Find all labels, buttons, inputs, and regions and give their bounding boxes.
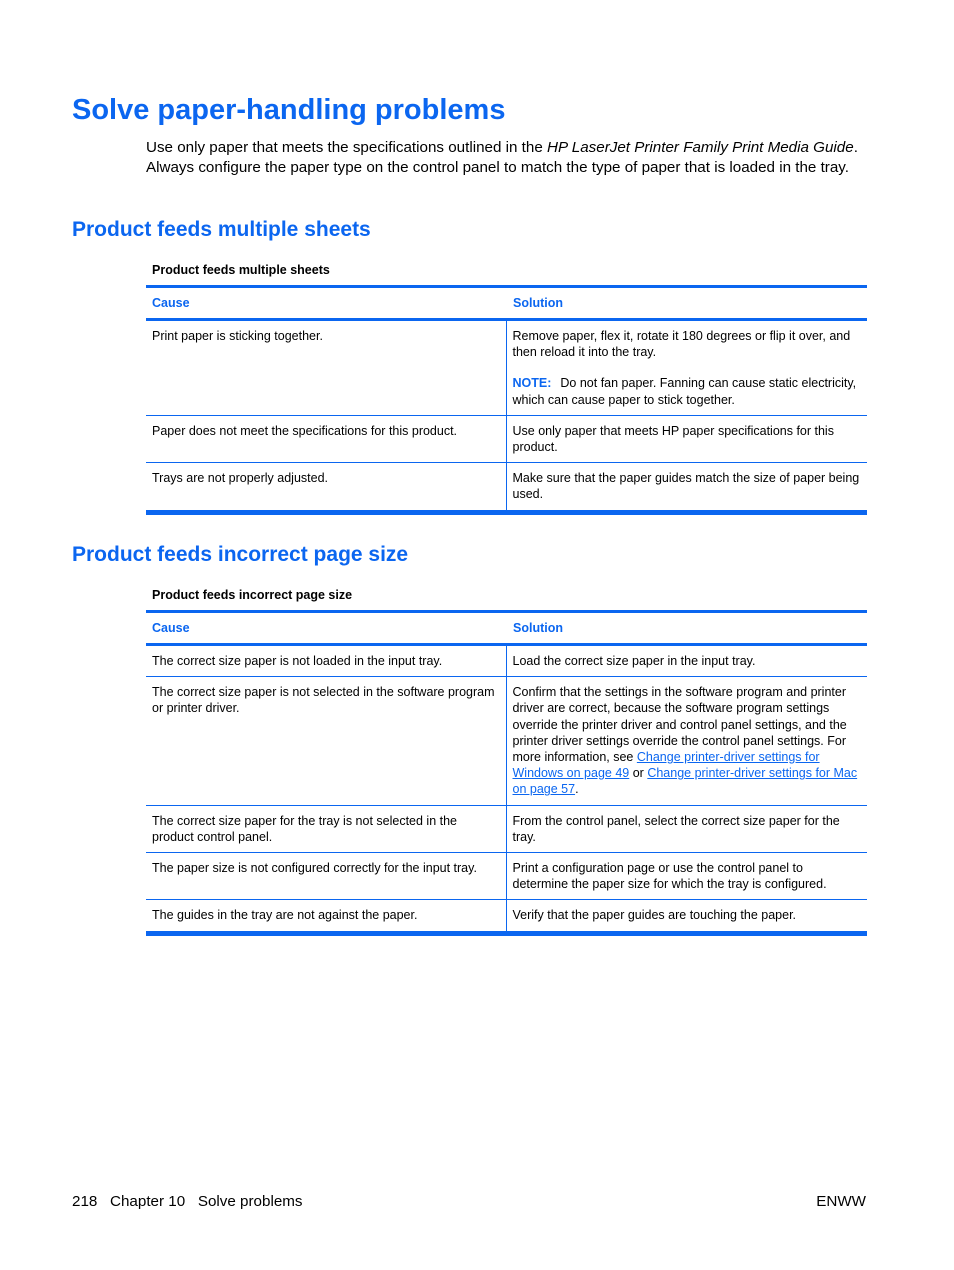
chapter-title: Solve problems: [197, 1193, 303, 1210]
cause-cell: The guides in the tray are not against the paper.: [146, 900, 506, 933]
table-row: [146, 415, 867, 462]
solution-cell: From the control panel, select the correct size paper for the tray.: [506, 805, 867, 852]
column-header-cause: Cause: [146, 612, 506, 645]
cause-cell: The correct size paper is not loaded in the input tray.: [146, 645, 506, 677]
note: [513, 375, 862, 407]
table-row: [146, 900, 867, 933]
intro-text-start: Use only paper that meets the specifications outlined in the: [146, 139, 548, 156]
column-header-solution: Solution: [506, 287, 867, 320]
cause-cell: Print paper is sticking together.: [146, 320, 506, 416]
table-row: [146, 645, 867, 677]
solution-cell: Use only paper that meets HP paper specifications for this product.: [506, 415, 867, 462]
page-number: 218: [72, 1193, 98, 1210]
cause-cell: The correct size paper is not selected in the software program or printer driver.: [146, 677, 506, 805]
intro-paragraph: [146, 138, 868, 177]
footer-page-info: [72, 1193, 303, 1210]
table-multiple-sheets: [146, 285, 867, 515]
table-row: [146, 320, 867, 416]
column-header-solution: Solution: [506, 612, 867, 645]
solution-cell: Verify that the paper guides are touching the paper.: [506, 900, 867, 933]
solution-cell: [506, 677, 867, 805]
solution-cell: Load the correct size paper in the input tray.: [506, 645, 867, 677]
table-incorrect-page-size: [146, 610, 867, 936]
solution-text-connector: or: [629, 766, 648, 781]
table-header-row: [146, 287, 867, 320]
table-caption-multiple-sheets: Product feeds multiple sheets: [152, 263, 330, 277]
link-driver-settings-windows[interactable]: Change printer-driver settings for Windows on page 49: [512, 750, 820, 781]
intro-guide-title: HP LaserJet Printer Family Print Media Guide: [547, 139, 854, 156]
note-label: NOTE:: [512, 376, 552, 391]
page-title: Solve paper-handling problems: [72, 94, 506, 126]
solution-text: Confirm that the settings in the software program and printer driver are correct, because the software program settings override the printer driver and control panel settings, and the printer driver settings override the control panel settings. For more information, see: [512, 685, 847, 765]
solution-cell: Print a configuration page or use the control panel to determine the paper size for which the tray is configured.: [506, 853, 867, 900]
chapter-label: Chapter 10: [110, 1193, 186, 1210]
cause-cell: Trays are not properly adjusted.: [146, 463, 506, 512]
link-driver-settings-mac[interactable]: Change printer-driver settings for Mac on page 57: [512, 766, 858, 797]
section-heading-multiple-sheets: Product feeds multiple sheets: [72, 218, 371, 241]
table-row: [146, 853, 867, 900]
cause-cell: The paper size is not configured correctly for the input tray.: [146, 853, 506, 900]
solution-text-end: .: [575, 782, 579, 797]
solution-text: Remove paper, flex it, rotate it 180 degrees or flip it over, and then reload it into the tray.: [512, 329, 851, 360]
column-header-cause: Cause: [146, 287, 506, 320]
cause-cell: The correct size paper for the tray is not selected in the product control panel.: [146, 805, 506, 852]
solution-cell: [506, 320, 867, 416]
section-heading-incorrect-page-size: Product feeds incorrect page size: [72, 543, 409, 566]
table-header-row: [146, 612, 867, 645]
solution-cell: Make sure that the paper guides match the size of paper being used.: [506, 463, 867, 512]
footer-locale: ENWW: [816, 1193, 866, 1210]
cause-cell: Paper does not meet the specifications for this product.: [146, 415, 506, 462]
table-row: [146, 463, 867, 512]
note-text: Do not fan paper. Fanning can cause static electricity, which can cause paper to stick together.: [512, 376, 857, 407]
table-caption-incorrect-page-size: Product feeds incorrect page size: [152, 588, 353, 602]
table-row: [146, 805, 867, 852]
table-row: [146, 677, 867, 805]
intro-text-end: . Always configure the paper type on the control panel to match the type of paper that is loaded in the tray.: [146, 139, 858, 176]
